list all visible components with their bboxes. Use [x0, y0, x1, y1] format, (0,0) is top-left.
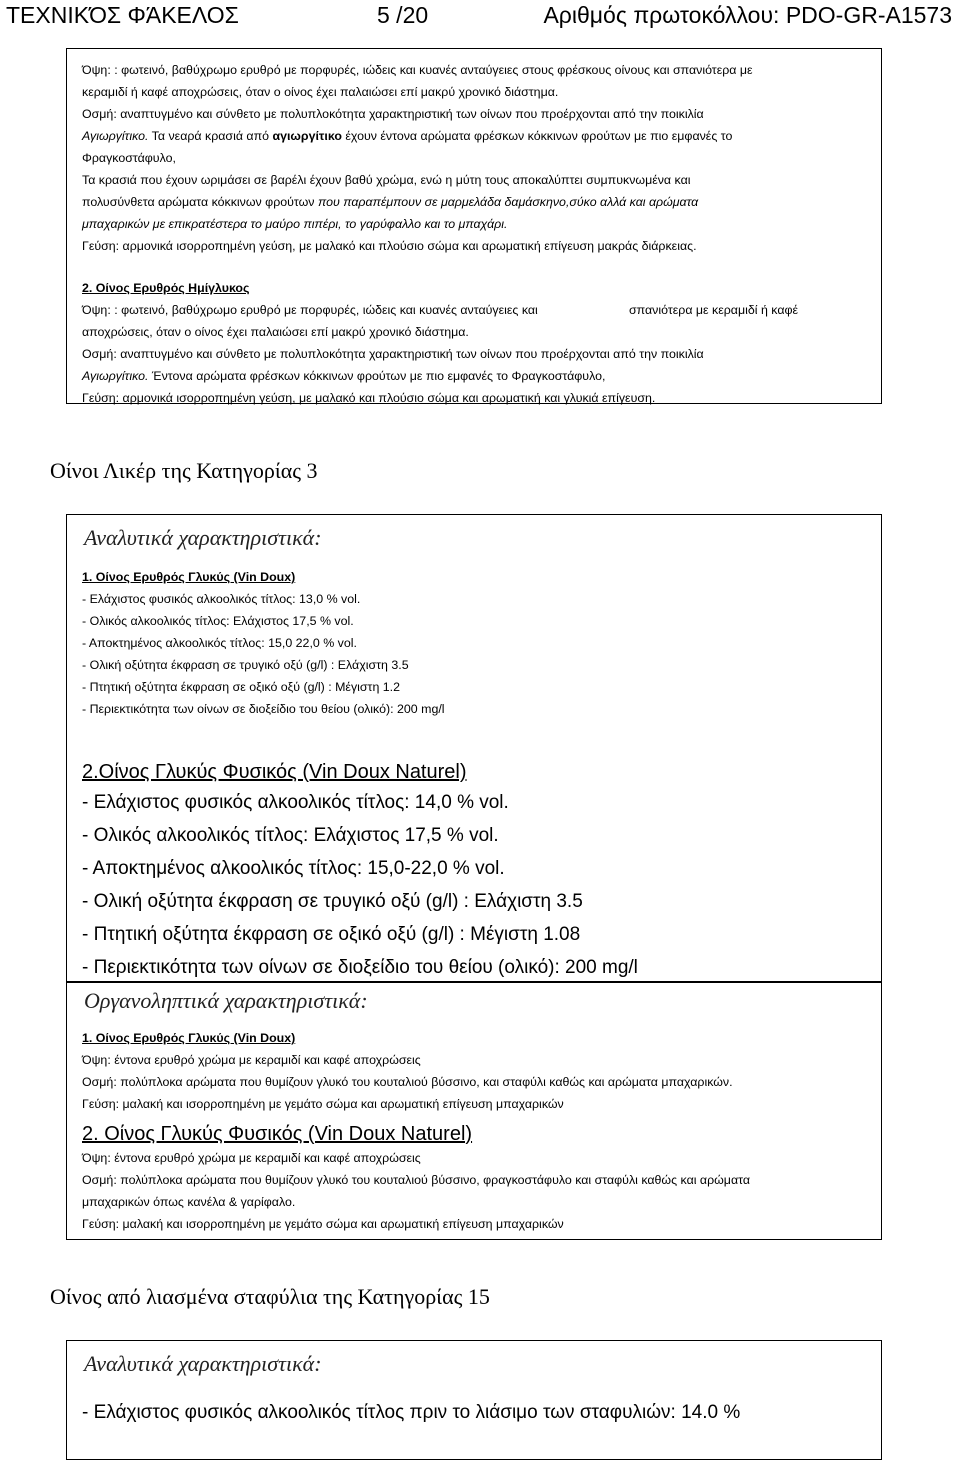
- subsection-title: 2. Οίνος Γλυκύς Φυσικός (Vin Doux Naturel): [82, 1123, 473, 1145]
- text-line: Όψη: : φωτεινό, βαθύχρωμο ερυθρό με πορφυρές, ιώδεις και κυανές ανταύγειες και: [82, 303, 538, 317]
- analytic-title: Αναλυτικά χαρακτηριστικά:: [84, 1351, 322, 1376]
- text-line: μπαχαρικών με επικρατέστερα το μαύρο πιπέρι, το γαρύφαλλο και το μπαχάρι.: [82, 217, 508, 231]
- list-item: - Ελάχιστος φυσικός αλκοολικός τίτλος: 14,0 % vol.: [82, 792, 509, 813]
- list-item: - Ολική οξύτητα έκφραση σε τρυγικό οξύ (g/l) : Ελάχιστη 3.5: [82, 891, 583, 912]
- analytic-title: Αναλυτικά χαρακτηριστικά:: [84, 525, 322, 550]
- doc-title: ΤΕΧΝΙΚΌΣ ΦΆΚΕΛΟΣ: [6, 2, 239, 28]
- text-line: Αγιωργίτικο. Τα νεαρά κρασιά από αγιωργίτικο έχουν έντονα αρώματα φρέσκων κόκκινων φρούτων με πιο εμφανές το: [82, 129, 733, 143]
- text-line: σπανιότερα με κεραμιδί ή καφέ: [629, 303, 799, 317]
- page-number: 5 /20: [377, 2, 429, 28]
- organoleptic-title: Οργανοληπτικά χαρακτηριστικά:: [84, 988, 368, 1013]
- page-header: [0, 0, 960, 34]
- list-item: - Πτητική οξύτητα έκφραση σε οξικό οξύ (g/l) : Μέγιστη 1.08: [82, 924, 581, 945]
- text-line: Όψη: έντονα ερυθρό χρώμα με κεραμιδί και καφέ αποχρώσεις: [82, 1053, 421, 1067]
- text-line: Αγιωργίτικο. Έντονα αρώματα φρέσκων κόκκινων φρούτων με πιο εμφανές το Φραγκοστάφυλο,: [82, 369, 606, 383]
- text-line: Οσμή: πολύπλοκα αρώματα που θυμίζουν γλυκό του κουταλιού βύσσινο, και σταφύλι καθώς και αρώματα μπαχαρικών.: [82, 1075, 733, 1089]
- text-line: Όψη: : φωτεινό, βαθύχρωμο ερυθρό με πορφυρές, ιώδεις και κυανές ανταύγειες στους φρέσκους οίνους και σπανιότερα με: [82, 63, 753, 77]
- list-item: - Αποκτημένος αλκοολικός τίτλος: 15,0 22,0 % vol.: [82, 636, 357, 650]
- text-line: Όψη: έντονα ερυθρό χρώμα με κεραμιδί και καφέ αποχρώσεις: [82, 1151, 421, 1165]
- list-item: - Αποκτημένος αλκοολικός τίτλος: 15,0-22,0 % vol.: [82, 858, 505, 879]
- text-line: αποχρώσεις, όταν ο οίνος έχει παλαιώσει επί μακρύ χρονικό διάστημα.: [82, 325, 469, 339]
- subsection-title: 1. Οίνος Ερυθρός Γλυκύς (Vin Doux): [82, 570, 296, 584]
- list-item: - Ολικός αλκοολικός τίτλος: Ελάχιστος 17,5 % vol.: [82, 614, 354, 628]
- list-item: - Ολική οξύτητα έκφραση σε τρυγικό οξύ (g/l) : Ελάχιστη 3.5: [82, 658, 409, 672]
- text-line: μπαχαρικών όπως κανέλα & γαρίφαλο.: [82, 1195, 296, 1209]
- list-item: - Περιεκτικότητα των οίνων σε διοξείδιο του θείου (ολικό): 200 mg/l: [82, 957, 638, 978]
- text-line: Οσμή: αναπτυγμένο και σύνθετο με πολυπλοκότητα χαρακτηριστική των οίνων που προέρχονται από την ποικιλία: [82, 347, 704, 361]
- list-item: - Ελάχιστος φυσικός αλκοολικός τίτλος: 13,0 % vol.: [82, 592, 361, 606]
- text-line: Οσμή: πολύπλοκα αρώματα που θυμίζουν γλυκό του κουταλιού βύσσινο, φραγκοστάφυλο και σταφύλι καθώς και αρώματα: [82, 1173, 750, 1187]
- text-line: Γεύση: αρμονικά ισορροπημένη γεύση, με μαλακό και πλούσιο σώμα και αρωματική και γλυκιά επίγευση.: [82, 391, 656, 405]
- section-title-raisin: Οίνος από λιασμένα σταφύλια της Κατηγορίας 15: [50, 1284, 490, 1309]
- text-line: Φραγκοστάφυλο,: [82, 151, 176, 165]
- subsection-title: 2. Οίνος Ερυθρός Ημίγλυκος: [82, 281, 250, 295]
- text-line: Γεύση: αρμονικά ισορροπημένη γεύση, με μαλακό και πλούσιο σώμα και αρωματική επίγευση μακράς διάρκειας.: [82, 239, 697, 253]
- protocol-number: Αριθμός πρωτοκόλλου: PDO-GR-A1573: [543, 2, 952, 28]
- text-line: Γεύση: μαλακή και ισορροπημένη με γεμάτο σώμα και αρωματική επίγευση μπαχαρικών: [82, 1217, 564, 1231]
- subsection-title: 2.Οίνος Γλυκύς Φυσικός (Vin Doux Naturel): [82, 761, 467, 783]
- list-item: - Περιεκτικότητα των οίνων σε διοξείδιο του θείου (ολικό): 200 mg/l: [82, 702, 445, 716]
- list-item: - Ολικός αλκοολικός τίτλος: Ελάχιστος 17,5 % vol.: [82, 825, 499, 846]
- text-line: Οσμή: αναπτυγμένο και σύνθετο με πολυπλοκότητα χαρακτηριστική των οίνων που προέρχονται από την ποικιλία: [82, 107, 704, 121]
- text-line: κεραμιδί ή καφέ αποχρώσεις, όταν ο οίνος έχει παλαιώσει επί μακρύ χρονικό διάστημα.: [82, 85, 559, 99]
- text-line: Τα κρασιά που έχουν ωριμάσει σε βαρέλι έχουν βαθύ χρώμα, ενώ η μύτη τους αποκαλύπτει συμπυκνωμένα και: [82, 173, 691, 187]
- list-item: - Πτητική οξύτητα έκφραση σε οξικό οξύ (g/l) : Μέγιστη 1.2: [82, 680, 400, 694]
- subsection-title: 1. Οίνος Ερυθρός Γλυκύς (Vin Doux): [82, 1031, 296, 1045]
- section-title-liker: Οίνοι Λικέρ της Κατηγορίας 3: [50, 458, 318, 483]
- text-line: Γεύση: μαλακή και ισορροπημένη με γεμάτο σώμα και αρωματική επίγευση μπαχαρικών: [82, 1097, 564, 1111]
- text-line: πολυσύνθετα αρώματα κόκκινων φρούτων που παραπέμπουν σε μαρμελάδα δαμάσκηνο,σύκο αλλά και αρώματα: [82, 195, 699, 209]
- list-item: - Ελάχιστος φυσικός αλκοολικός τίτλος πριν το λιάσιμο των σταφυλιών: 14.0 %: [82, 1402, 741, 1423]
